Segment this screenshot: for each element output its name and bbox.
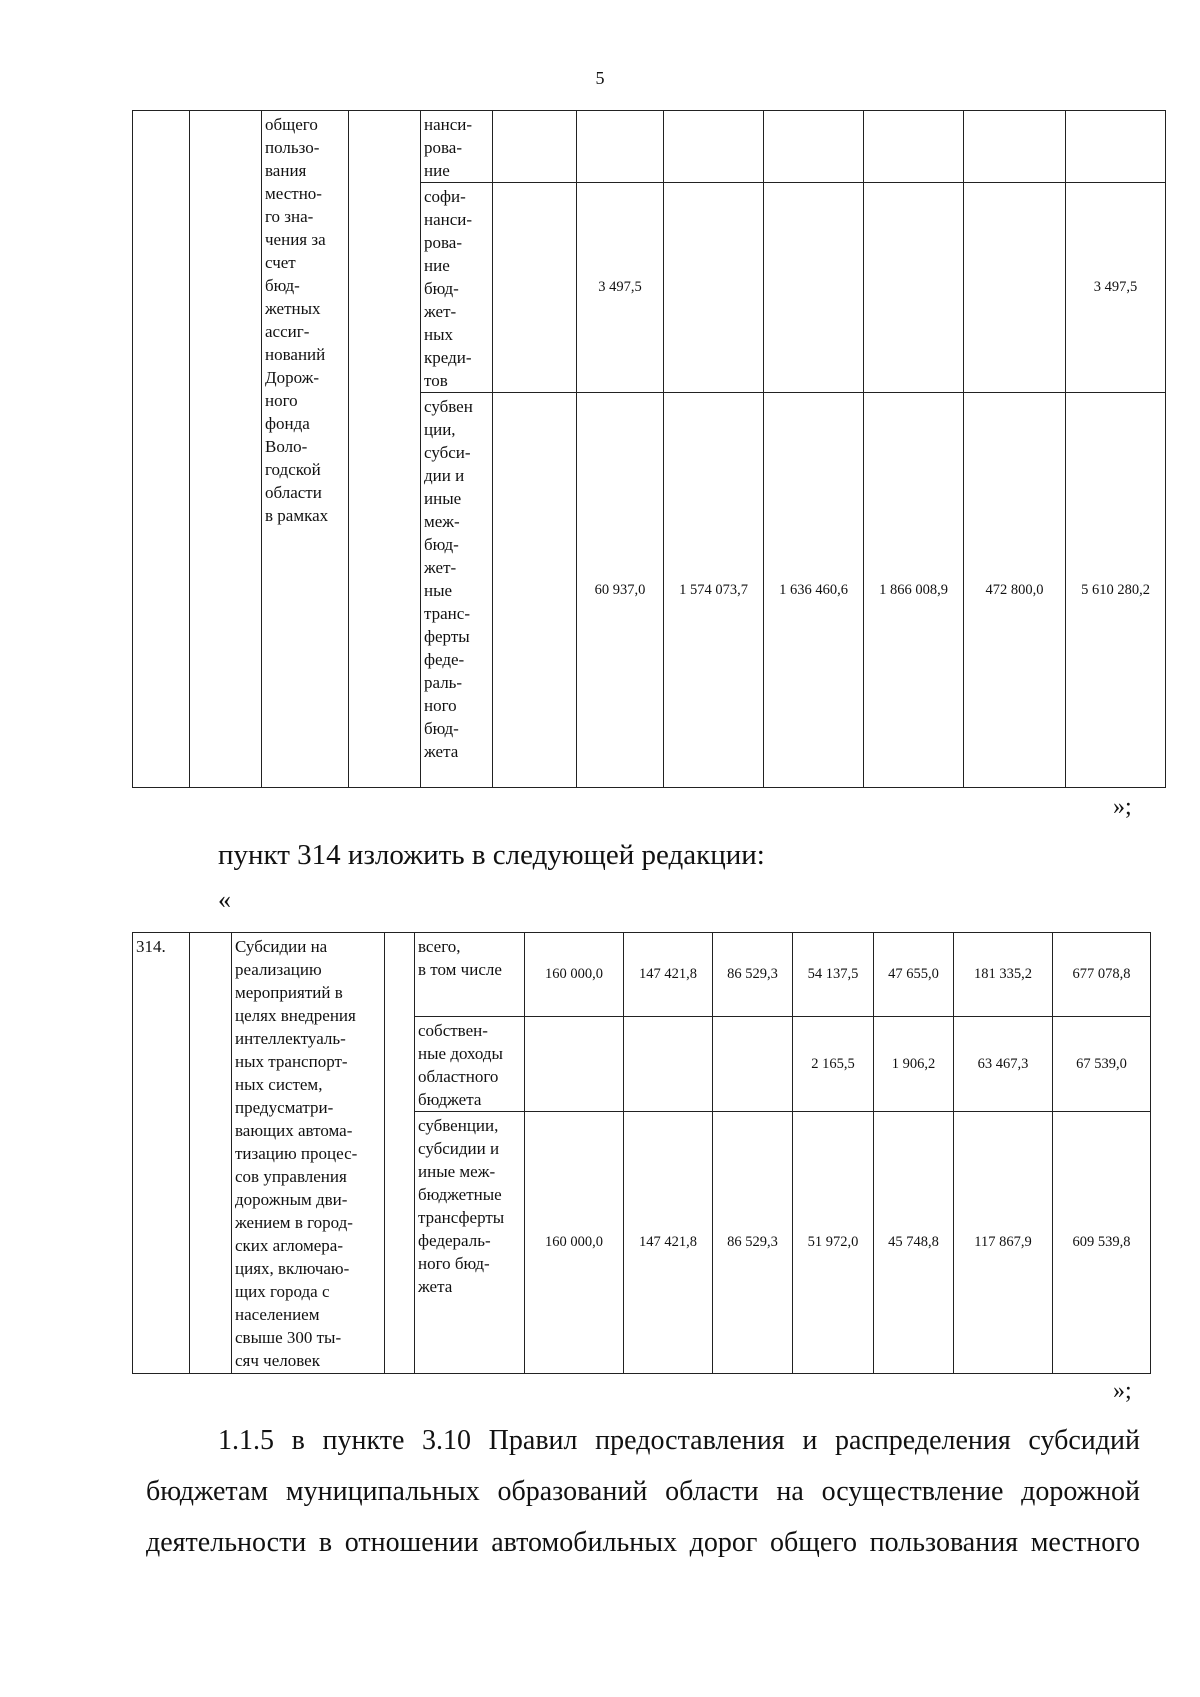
- source-line: раль-: [424, 673, 463, 692]
- value-cell: [493, 183, 577, 393]
- name-line: ного: [265, 391, 298, 410]
- value-cell: [964, 183, 1066, 393]
- name-line: Дорож-: [265, 368, 320, 387]
- value-cell: 5 610 280,2: [1066, 393, 1166, 788]
- source-line: тов: [424, 371, 448, 390]
- name-line: области: [265, 483, 322, 502]
- source-line: ние: [424, 161, 450, 180]
- name-line: ассиг-: [265, 322, 310, 341]
- name-line: ных систем,: [235, 1075, 323, 1094]
- cell-empty-col2: [190, 111, 262, 788]
- source-line: жет-: [424, 558, 457, 577]
- program-name-cell: [262, 111, 349, 788]
- source-line: субвенции,: [418, 1116, 499, 1135]
- value-cell: [577, 111, 664, 183]
- name-line: свыше 300 ты-: [235, 1328, 342, 1347]
- source-cell: [421, 393, 493, 788]
- name-line: фонда: [265, 414, 310, 433]
- source-line: рова-: [424, 138, 463, 157]
- value-cell: 1 574 073,7: [664, 393, 764, 788]
- name-line: тизацию процес-: [235, 1144, 358, 1163]
- source-cell: [421, 183, 493, 393]
- value-cell: 117 867,9: [954, 1112, 1053, 1374]
- source-line: ные: [424, 581, 453, 600]
- source-line: бюджета: [418, 1090, 482, 1109]
- source-line: ние: [424, 256, 450, 275]
- program-name-lines: [232, 933, 384, 1372]
- source-line: ного: [424, 696, 457, 715]
- source-line: бюд-: [424, 719, 459, 738]
- paragraph-line: деятельности в отношении автомобильных дорог общего пользования местного: [146, 1527, 1140, 1558]
- source-line: нанси-: [424, 210, 473, 229]
- paragraph-line: бюджетам муниципальных образований области на осуществление дорожной: [146, 1476, 1140, 1507]
- value-cell: [525, 1017, 624, 1112]
- cell-empty-col1: [133, 111, 190, 788]
- source-line: софи-: [424, 187, 466, 206]
- source-line: ных: [424, 325, 454, 344]
- value-cell: 609 539,8: [1053, 1112, 1151, 1374]
- name-line: жением в город-: [235, 1213, 353, 1232]
- value-cell: 147 421,8: [624, 1112, 713, 1374]
- source-line: иные: [424, 489, 462, 508]
- value-cell: 181 335,2: [954, 933, 1053, 1017]
- value-cell: 67 539,0: [1053, 1017, 1151, 1112]
- value-cell: 677 078,8: [1053, 933, 1151, 1017]
- name-line: щих города с: [235, 1282, 330, 1301]
- name-line: чения за: [265, 230, 326, 249]
- value-cell: [1066, 111, 1166, 183]
- value-cell: 45 748,8: [874, 1112, 954, 1374]
- value-cell: 472 800,0: [964, 393, 1066, 788]
- value-cell: 47 655,0: [874, 933, 954, 1017]
- name-line: ских агломера-: [235, 1236, 343, 1255]
- item-number-cell: [133, 933, 190, 1374]
- value-cell: 63 467,3: [954, 1017, 1053, 1112]
- name-line: в рамках: [265, 506, 329, 525]
- name-line: интеллектуаль-: [235, 1029, 346, 1048]
- value-cell: 1 906,2: [874, 1017, 954, 1112]
- value-cell: 54 137,5: [793, 933, 874, 1017]
- value-cell: [864, 111, 964, 183]
- value-cell: 1 866 008,9: [864, 393, 964, 788]
- value-cell: [493, 111, 577, 183]
- page-number: 5: [595, 68, 605, 88]
- source-line: бюджетные: [418, 1185, 502, 1204]
- source-line: ферты: [424, 627, 470, 646]
- source-line: нанси-: [424, 115, 473, 134]
- value-cell: [624, 1017, 713, 1112]
- name-line: годской: [265, 460, 321, 479]
- value-cell: [964, 111, 1066, 183]
- source-line: жета: [418, 1277, 453, 1296]
- item-number: 314.: [136, 937, 166, 956]
- source-cell: [415, 1017, 525, 1112]
- name-line: жетных: [265, 299, 321, 318]
- name-line: сов управления: [235, 1167, 347, 1186]
- source-line: федераль-: [418, 1231, 491, 1250]
- source-line: бюд-: [424, 279, 459, 298]
- value-cell: 160 000,0: [525, 933, 624, 1017]
- source-line: ного бюд-: [418, 1254, 490, 1273]
- name-line: местно-: [265, 184, 322, 203]
- source-line: креди-: [424, 348, 472, 367]
- source-line: жет-: [424, 302, 457, 321]
- value-cell: [764, 111, 864, 183]
- value-cell: [764, 183, 864, 393]
- source-line: всего,: [418, 937, 461, 956]
- value-cell: 147 421,8: [624, 933, 713, 1017]
- source-line: трансферты: [418, 1208, 505, 1227]
- name-line: ных транспорт-: [235, 1052, 348, 1071]
- name-line: бюд-: [265, 276, 300, 295]
- name-line: целях внедрения: [235, 1006, 356, 1025]
- name-line: счет: [265, 253, 296, 272]
- name-line: общего: [265, 115, 318, 134]
- value-cell: 2 165,5: [793, 1017, 874, 1112]
- source-line: ции,: [424, 420, 456, 439]
- value-cell: [493, 393, 577, 788]
- source-line: бюд-: [424, 535, 459, 554]
- value-cell: [713, 1017, 793, 1112]
- name-line: циях, включаю-: [235, 1259, 350, 1278]
- source-line: дии и: [424, 466, 465, 485]
- cell-empty-col2: [190, 933, 232, 1374]
- name-line: Субсидии на: [235, 937, 328, 956]
- source-line: иные меж-: [418, 1162, 496, 1181]
- name-line: реализацию: [235, 960, 322, 979]
- source-line: рова-: [424, 233, 463, 252]
- closing-quote: »;: [1113, 1378, 1132, 1404]
- source-cell: [415, 1112, 525, 1374]
- value-cell: [664, 183, 764, 393]
- value-cell: 86 529,3: [713, 933, 793, 1017]
- value-cell: 1 636 460,6: [764, 393, 864, 788]
- value-cell: 86 529,3: [713, 1112, 793, 1374]
- name-line: вания: [265, 161, 307, 180]
- value-cell: 3 497,5: [577, 183, 664, 393]
- value-cell: 60 937,0: [577, 393, 664, 788]
- cell-empty-col4: [385, 933, 415, 1374]
- paragraph-line: 1.1.5 в пункте 3.10 Правил предоставления и распределения субсидий: [218, 1425, 1140, 1456]
- source-line: субси-: [424, 443, 471, 462]
- source-line: собствен-: [418, 1021, 488, 1040]
- name-line: дорожным дви-: [235, 1190, 348, 1209]
- name-line: пользо-: [265, 138, 320, 157]
- source-line: в том числе: [418, 960, 502, 979]
- source-cell: [421, 111, 493, 183]
- opening-quote: «: [218, 885, 231, 914]
- name-line: вающих автома-: [235, 1121, 353, 1140]
- source-line: субвен: [424, 397, 473, 416]
- value-cell: 51 972,0: [793, 1112, 874, 1374]
- source-line: субсидии и: [418, 1139, 500, 1158]
- source-line: ные доходы: [418, 1044, 503, 1063]
- source-line: областного: [418, 1067, 499, 1086]
- source-line: транс-: [424, 604, 470, 623]
- cell-empty-col4: [349, 111, 421, 788]
- name-line: нований: [265, 345, 326, 364]
- name-line: населением: [235, 1305, 320, 1324]
- program-name-cell: [232, 933, 385, 1374]
- instruction-text: пункт 314 изложить в следующей редакции:: [218, 839, 765, 871]
- name-line: го зна-: [265, 207, 314, 226]
- source-line: меж-: [424, 512, 460, 531]
- source-line: феде-: [424, 650, 465, 669]
- value-cell: 3 497,5: [1066, 183, 1166, 393]
- value-cell: [864, 183, 964, 393]
- source-cell: [415, 933, 525, 1017]
- value-cell: [664, 111, 764, 183]
- name-line: предусматри-: [235, 1098, 334, 1117]
- budget-table-continuation: [132, 110, 1166, 788]
- budget-table-item-314: [132, 932, 1151, 1374]
- program-name-lines: [262, 111, 348, 527]
- name-line: сяч человек: [235, 1351, 320, 1370]
- closing-quote: »;: [1113, 794, 1132, 820]
- name-line: мероприятий в: [235, 983, 343, 1002]
- name-line: Воло-: [265, 437, 308, 456]
- value-cell: 160 000,0: [525, 1112, 624, 1374]
- source-line: жета: [424, 742, 459, 761]
